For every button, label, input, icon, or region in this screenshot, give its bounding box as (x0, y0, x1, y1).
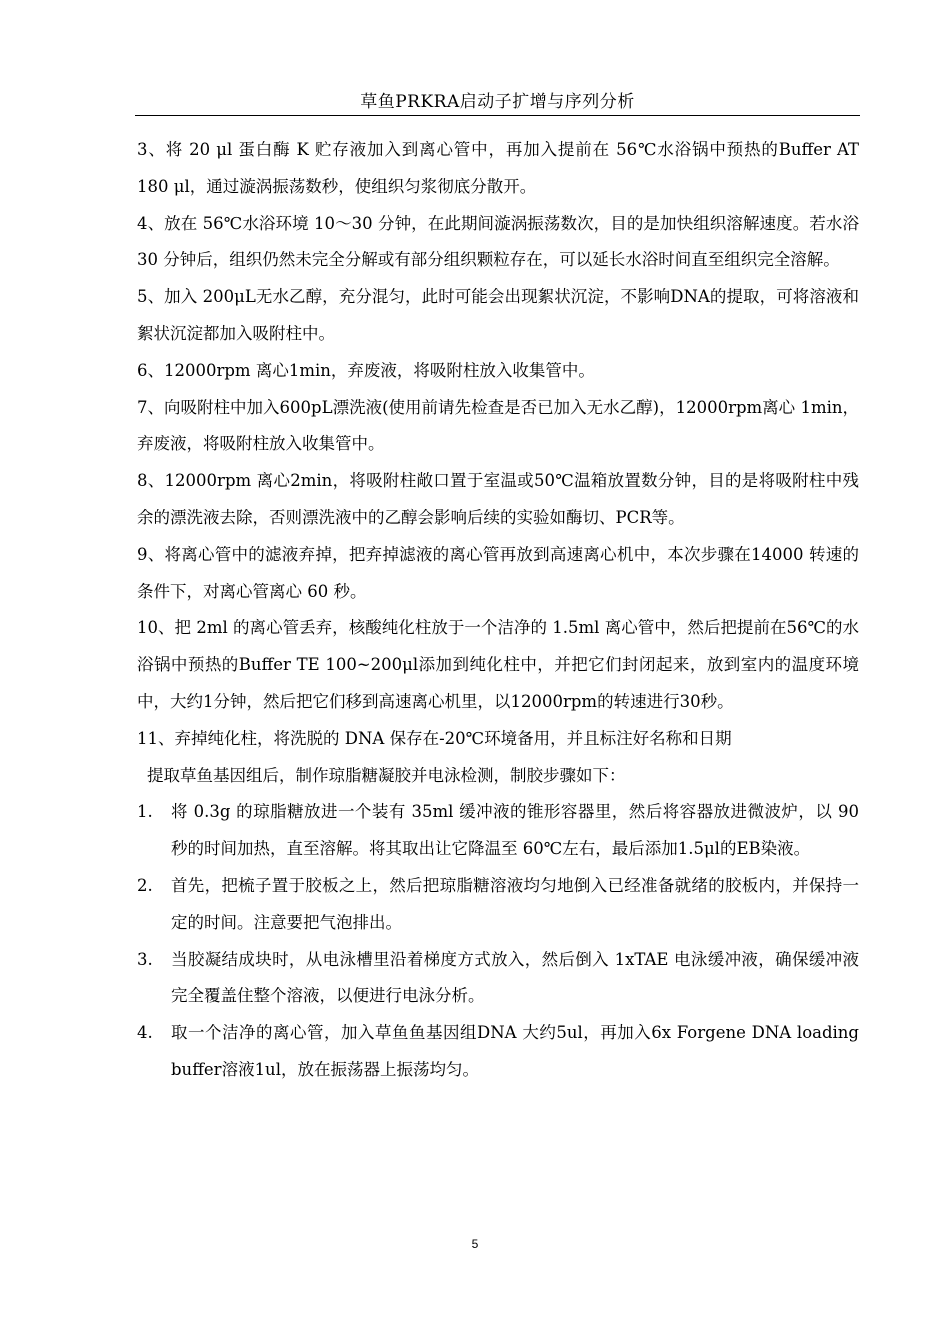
list-number: 3. (137, 949, 153, 969)
list-item (137, 868, 859, 942)
header-title: 草鱼PRKRA启动子扩增与序列分析 (360, 92, 635, 112)
body-text (137, 132, 859, 1089)
step-paragraph: 5、加入 200μL无水乙醇，充分混匀，此时可能会出现絮状沉淀，不影响DNA的提取，可将溶液和絮状沉淀都加入吸附柱中。 (137, 287, 859, 343)
list-text: 首先，把梳子置于胶板之上，然后把琼脂糖溶液均匀地倒入已经准备就绪的胶板内，并保持一定的时间。注意要把气泡排出。 (171, 875, 859, 932)
step-paragraph: 11、弃掉纯化柱，将洗脱的 DNA 保存在-20℃环境备用，并且标注好名称和日期 (137, 728, 732, 748)
page-number: 5 (471, 1237, 479, 1251)
list-item (137, 794, 859, 868)
step-paragraph: 8、12000rpm 离心2min，将吸附柱敞口置于室温或50℃温箱放置数分钟，目的是将吸附柱中残余的漂洗液去除，否则漂洗液中的乙醇会影响后续的实验如酶切、PCR等。 (137, 471, 859, 527)
step-paragraph: 6、12000rpm 离心1min，弃废液，将吸附柱放入收集管中。 (137, 360, 595, 380)
header-rule (135, 115, 860, 116)
intro-paragraph: 提取草鱼基因组后，制作琼脂糖凝胶并电泳检测，制胶步骤如下： (147, 765, 626, 785)
step-paragraph: 10、把 2ml 的离心管丢弃，核酸纯化柱放于一个洁净的 1.5ml 离心管中，然后把提前在56℃的水浴锅中预热的Buffer TE 100~200μl添加到纯化柱中，并把它们封闭起来，放到室内的温度环境中，大约1分钟，然后把它们移到高速离心机里，以12000rpm的转速进行30秒。 (137, 618, 859, 711)
step-paragraph: 4、放在 56℃水浴环境 10～30 分钟，在此期间漩涡振荡数次，目的是加快组织溶解速度。若水浴 30 分钟后，组织仍然未完全分解或有部分组织颗粒存在，可以延长水浴时间直至组织完全溶解。 (137, 213, 859, 270)
list-text: 取一个洁净的离心管，加入草鱼鱼基因组DNA 大约5ul，再加入6x Forgene DNA loading buffer溶液1ul，放在振荡器上振荡均匀。 (171, 1023, 859, 1079)
list-text: 将 0.3g 的琼脂糖放进一个装有 35ml 缓冲液的锥形容器里，然后将容器放进微波炉，以 90 秒的时间加热，直至溶解。将其取出让它降温至 60℃左右，最后添加1.5μl的EB染液。 (171, 802, 859, 859)
step-paragraph: 3、将 20 μl 蛋白酶 K 贮存液加入到离心管中，再加入提前在 56℃水浴锅中预热的Buffer AT 180 μl，通过漩涡振荡数秒，使组织匀浆彻底分散开。 (137, 140, 859, 196)
list-item (137, 942, 859, 1016)
step-paragraph: 9、将离心管中的滤液弃掉，把弃掉滤液的离心管再放到高速离心机中，本次步骤在14000 转速的条件下，对离心管离心 60 秒。 (137, 544, 859, 601)
list-number: 1. (137, 802, 153, 822)
list-number: 4. (137, 1023, 153, 1043)
list-item (137, 1015, 859, 1089)
list-number: 2. (137, 875, 153, 895)
list-text: 当胶凝结成块时，从电泳槽里沿着梯度方式放入，然后倒入 1xTAE 电泳缓冲液，确保缓冲液完全覆盖住整个溶液，以便进行电泳分析。 (171, 949, 859, 1006)
step-paragraph: 7、向吸附柱中加入600pL漂洗液(使用前请先检查是否已加入无水乙醇)，12000rpm离心 1min，弃废液，将吸附柱放入收集管中。 (137, 397, 859, 454)
